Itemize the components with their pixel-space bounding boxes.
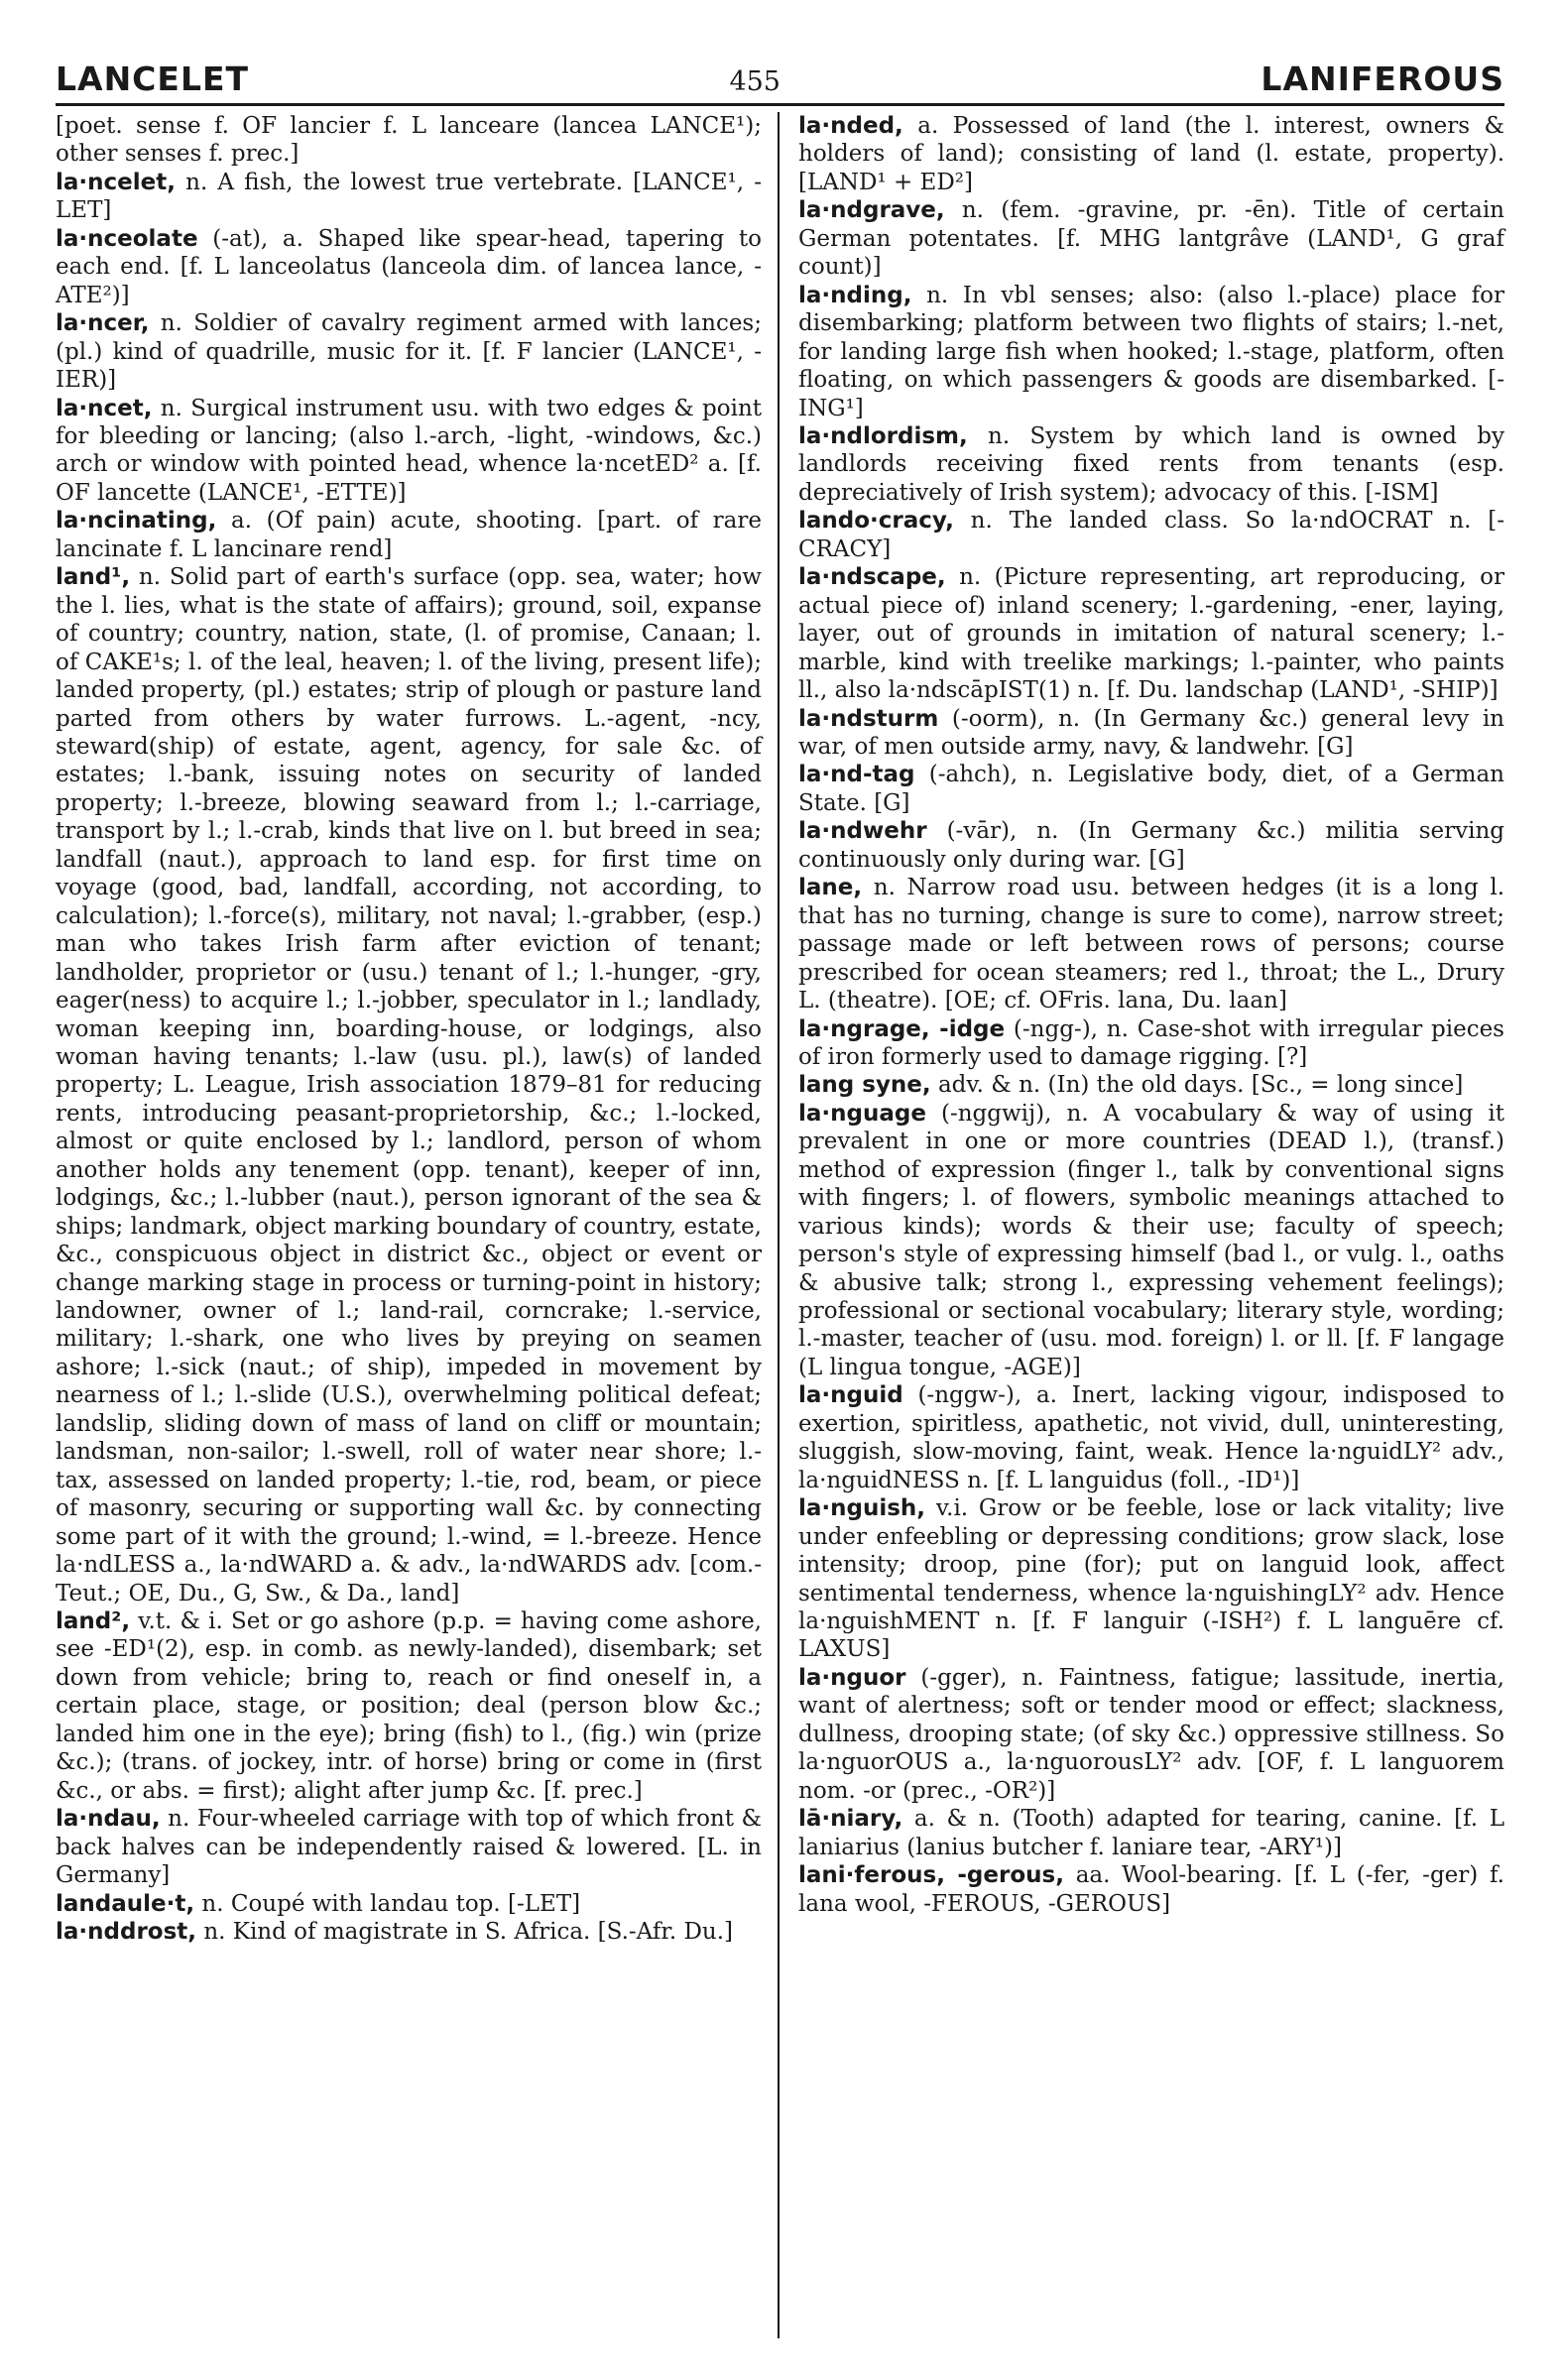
entry-definition: n. Surgical instrument usu. with two edges & point for bleeding or lancing; (also l.-arch, -light, -windows, &c.) arch or window with pointed head, whence la·ncetED² a. [f. OF lancette (LANCE¹, -ETTE)] (56, 395, 762, 506)
dictionary-entry (798, 112, 1504, 196)
dictionary-entry (56, 112, 762, 169)
entry-definition: n. Kind of magistrate in S. Africa. [S.-Afr. Du.] (196, 1919, 733, 1945)
entry-headword: la·nguid (798, 1382, 903, 1409)
entry-definition: n. A fish, the lowest true vertebrate. [LANCE¹, -LET] (56, 169, 762, 224)
dictionary-entry (56, 169, 762, 225)
entry-definition: (-gger), n. Faintness, fatigue; lassitude, inertia, want of alertness; soft or tender mood or effect; slackness, dullness, drooping state; (of sky &c.) oppressive stillness. So la·nguorOUS a., la·nguorousLY² adv. [OF, f. L languorem nom. -or (prec., -OR²)] (798, 1664, 1504, 1804)
entry-definition: n. Narrow road usu. between hedges (it is a long l. that has no turning, change is sure to come), narrow street; passage made or left between rows of persons; course prescribed for ocean steamers; red l., throat; the L., Drury L. (theatre). [OE; cf. OFris. lana, Du. laan] (798, 875, 1504, 1014)
entry-headword: la·ndlordism, (798, 422, 968, 449)
entry-definition: n. Four-wheeled carriage with top of which front & back halves can be independently raised & lowered. [L. in Germany] (56, 1806, 762, 1889)
dictionary-entry (798, 1100, 1504, 1382)
dictionary-entry (56, 309, 762, 394)
entry-headword: la·ndscape, (798, 564, 946, 591)
column-rule (778, 112, 780, 2338)
entry-headword: la·ncinating, (56, 508, 217, 535)
entry-definition: (-ahch), n. Legislative body, diet, of a German State. [G] (798, 762, 1504, 816)
entry-headword: la·ncer, (56, 310, 150, 337)
guide-word-right: LANIFEROUS (1261, 60, 1504, 98)
dictionary-entry (798, 282, 1504, 422)
entry-headword: lang syne, (798, 1072, 931, 1099)
entry-headword: la·ngrage, -idge (798, 1015, 1006, 1042)
entry-headword: la·ncelet, (56, 169, 176, 195)
entry-headword: la·nceolate (56, 225, 198, 252)
entry-headword: la·nd-tag (798, 762, 915, 788)
entry-headword: land², (56, 1608, 131, 1635)
entry-definition: n. (fem. -gravine, pr. -ēn). Title of certain German potentates. [f. MHG lantgrâve (LAND¹, G graf count)] (798, 197, 1504, 281)
dictionary-entry (798, 507, 1504, 563)
dictionary-entry (56, 225, 762, 309)
entry-definition: (-ngg-), n. Case-shot with irregular pieces of iron formerly used to damage rigging. [?] (798, 1015, 1504, 1070)
entry-definition: a. Possessed of land (the l. interest, owners & holders of land); consisting of land (l. estate, property). [LAND¹ + ED²] (798, 113, 1504, 195)
dictionary-entry (798, 563, 1504, 704)
dictionary-entry (798, 1805, 1504, 1861)
entry-definition: n. System by which land is owned by landlords receiving fixed rents from tenants (esp. depreciatively of Irish system); advocacy of this. [-ISM] (798, 422, 1504, 506)
entry-definition: n. Solid part of earth's surface (opp. sea, water; how the l. lies, what is the state of affairs); ground, soil, expanse of country; country, nation, state, (l. of promise, Canaan; l. of CAKE¹s; l. of the leal, heaven; l. of the living, present life); landed property, (pl.) estates; strip of plough or pasture land parted from others by water furrows. L.-agent, -ncy, steward(ship) of estate, agent, agency, for sale &c. of estates; l.-bank, issuing notes on security of landed property; l.-breeze, blowing seaward from l.; l.-carriage, transport by l.; l.-crab, kinds that live on l. but breed in sea; landfall (naut.), approach to land esp. for first time on voyage (good, bad, landfall, according, not according, to calculation); l.-force(s), military, not naval; l.-grabber, (esp.) man who takes Irish farm after eviction of tenant; landholder, proprietor or (usu.) tenant of l.; l.-hunger, -gry, eager(ness) to acquire l.; l.-jobber, speculator in l.; landlady, woman keeping inn, boarding-house, or lodgings, also woman having tenants; l.-law (usu. pl.), law(s) of landed property; L. League, Irish association 1879–81 for reducing rents, introducing peasant-proprietorship, &c.; l.-locked, almost or quite enclosed by l.; landlord, person of whom another holds any tenement (opp. tenant), keeper of inn, lodgings, &c.; l.-lubber (naut.), person ignorant of the sea & ships; landmark, object marking boundary of country, estate, &c., conspicuous object in district &c., object or event or change marking stage in process or turning-point in history; landowner, owner of l.; land-rail, corncrake; l.-service, military; l.-shark, one who lives by preying on seamen ashore; l.-sick (naut.; of ship), impeded in movement by nearness of l.; l.-slide (U.S.), overwhelming political defeat; landslip, sliding down of mass of land on cliff or mountain; landsman, non-sailor; l.-swell, roll of water near shore; l.-tax, assessed on landed property; l.-tie, rod, beam, or piece of masonry, securing or supporting wall &c. by connecting some part of it with the ground; l.-wind, = l.-breeze. Hence la·ndLESS a., la·ndWARD a. & adv., la·ndWARDS adv. [com.-Teut.; OE, Du., G, Sw., & Da., land] (56, 564, 762, 1606)
dictionary-entry (56, 1918, 762, 1946)
dictionary-entry (798, 705, 1504, 762)
entry-definition: n. (Picture representing, art reproducing, or actual piece of) inland scenery; l.-gardening, -ener, laying, layer, out of grounds in imitation of natural scenery; l.-marble, kind with treelike markings; l.-painter, who paints ll., also la·ndscāpIST(1) n. [f. Du. landschap (LAND¹, -SHIP)] (798, 564, 1504, 704)
entry-headword: land¹, (56, 564, 131, 591)
entry-headword: la·nded, (798, 113, 903, 139)
entry-headword: lane, (798, 875, 863, 901)
entry-headword: la·ndsturm (798, 705, 939, 732)
dictionary-entry (798, 1381, 1504, 1494)
page-columns (56, 112, 1504, 1946)
entry-definition: n. In vbl senses; also: (also l.-place) place for disembarking; platform between two flights of stairs; l.-net, for landing large fish when hooked; l.-stage, platform, often floating, on which passengers & goods are disembarked. [-ING¹] (798, 282, 1504, 421)
entry-headword: la·nguor (798, 1664, 906, 1691)
entry-headword: lā·niary, (798, 1806, 903, 1833)
dictionary-entry (798, 817, 1504, 874)
entry-definition: n. Coupé with landau top. [-LET] (194, 1890, 581, 1917)
entry-headword: lando·cracy, (798, 508, 954, 535)
entry-definition: (-nggw-), a. Inert, lacking vigour, indisposed to exertion, spiritless, apathetic, not vivid, dull, uninteresting, sluggish, slow-moving, faint, weak. Hence la·nguidLY² adv., la·nguidNESS n. [f. L languidus (foll., -ID¹)] (798, 1382, 1504, 1493)
entry-headword: landaule·t, (56, 1890, 195, 1917)
dictionary-entry (56, 1607, 762, 1805)
entry-headword: lani·ferous, -gerous, (798, 1862, 1064, 1889)
entry-definition: (-nggwij), n. A vocabulary & way of using it prevalent in one or more countries (DEAD l.), (transf.) method of expression (finger l., talk by conventional signs with fingers; l. of flowers, symbolic meanings attached to various kinds); words & their use; faculty of speech; person's style of expressing himself (bad l., or vulg. l., oaths & abusive talk; strong l., expressing vehement feelings); professional or sectional vocabulary; literary style, wording; l.-master, teacher of (usu. mod. foreign) l. or ll. [f. F langage (L lingua tongue, -AGE)] (798, 1100, 1504, 1380)
entry-headword: la·ndgrave, (798, 197, 945, 224)
entry-headword: la·ndwehr (798, 818, 927, 845)
entry-definition: (-at), a. Shaped like spear-head, tapering to each end. [f. L lanceolatus (lanceola dim. of lancea lance, -ATE²)] (56, 225, 762, 308)
right-column (798, 112, 1504, 1946)
entry-definition: (-oorm), n. (In Germany &c.) general levy in war, of men outside army, navy, & landwehr. [G] (798, 705, 1504, 760)
entry-definition: v.t. & i. Set or go ashore (p.p. = having come ashore, see -ED¹(2), esp. in comb. as newly-landed), disembark; set down from vehicle; bring to, reach or find oneself in, a certain place, stage, or position; deal (person blow &c.; landed him one in the eye); bring (fish) to l., (fig.) win (prize &c.); (trans. of jockey, intr. of horse) bring or come in (first &c., or abs. = first); alight after jump &c. [f. prec.] (56, 1608, 762, 1804)
entry-headword: la·ndau, (56, 1806, 161, 1833)
dictionary-entry (798, 196, 1504, 281)
dictionary-entry (798, 1071, 1504, 1099)
entry-definition: n. The landed class. So la·ndOCRAT n. [-CRACY] (798, 508, 1504, 562)
page-number: 455 (729, 66, 781, 97)
dictionary-entry (798, 1664, 1504, 1805)
dictionary-entry (56, 507, 762, 563)
dictionary-entry (798, 761, 1504, 817)
dictionary-entry (56, 563, 762, 1607)
entry-definition: a. (Of pain) acute, shooting. [part. of rare lancinate f. L lancinare rend] (56, 508, 762, 562)
guide-word-left: LANCELET (56, 60, 250, 98)
entry-headword: la·ncet, (56, 395, 153, 421)
entry-headword: la·nguish, (798, 1495, 926, 1522)
dictionary-entry (56, 1890, 762, 1918)
dictionary-entry (56, 395, 762, 508)
entry-definition: aa. Wool-bearing. [f. L (-fer, -ger) f. lana wool, -FEROUS, -GEROUS] (798, 1862, 1504, 1917)
entry-definition: adv. & n. (In) the old days. [Sc., = long since] (930, 1072, 1464, 1099)
entry-definition: (-vār), n. (In Germany &c.) militia serving continuously only during war. [G] (798, 818, 1504, 873)
dictionary-entry (798, 1861, 1504, 1918)
dictionary-entry (798, 422, 1504, 507)
entry-headword: la·nguage (798, 1100, 926, 1127)
dictionary-entry (56, 1805, 762, 1889)
entry-definition: v.i. Grow or be feeble, lose or lack vitality; live under enfeebling or depressing conditions; grow slack, lose intensity; droop, pine (for); put on languid look, affect sentimental tenderness, whence la·nguishingLY² adv. Hence la·nguishMENT n. [f. F languir (-ISH²) f. L languēre cf. LAXUS] (798, 1495, 1504, 1663)
dictionary-entry (798, 874, 1504, 1014)
dictionary-entry (798, 1494, 1504, 1664)
dictionary-entry (798, 1015, 1504, 1072)
entry-headword: la·nddrost, (56, 1919, 197, 1945)
left-column (56, 112, 762, 1946)
entry-headword: la·nding, (798, 282, 912, 308)
running-head (56, 60, 1504, 106)
entry-definition: n. Soldier of cavalry regiment armed with lances; (pl.) kind of quadrille, music for it. [f. F lancier (LANCE¹, -IER)] (56, 310, 762, 394)
entry-definition: [poet. sense f. OF lancier f. L lanceare (lancea LANCE¹); other senses f. prec.] (56, 113, 762, 168)
entry-definition: a. & n. (Tooth) adapted for tearing, canine. [f. L laniarius (lanius butcher f. laniare tear, -ARY¹)] (798, 1806, 1504, 1860)
